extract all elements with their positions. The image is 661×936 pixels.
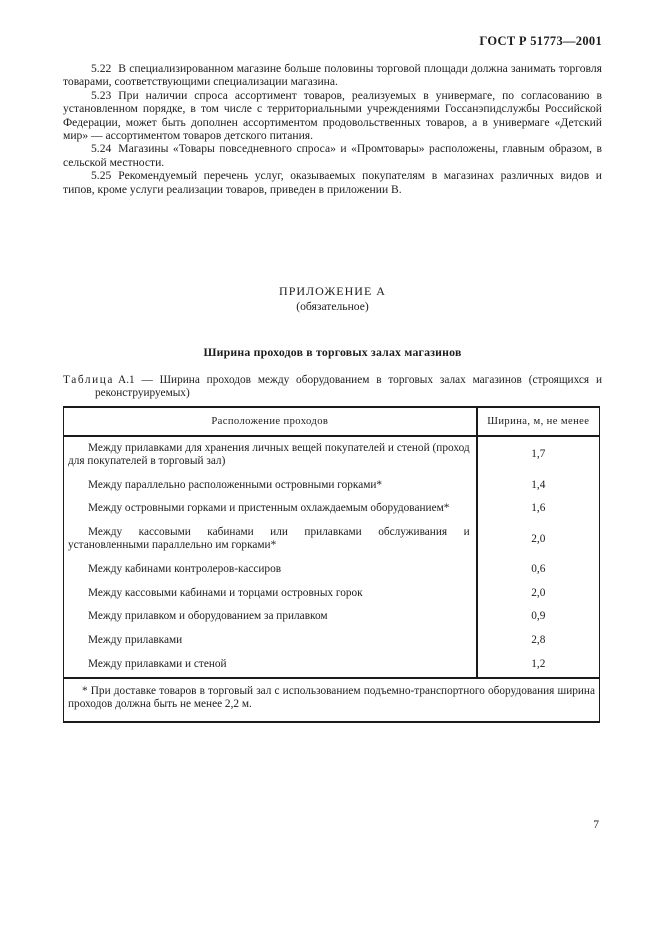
table-row: [64, 605, 600, 629]
table-caption-ref: А.1 —: [118, 374, 153, 386]
paragraph-5-24: [63, 142, 602, 169]
column-header-location: Расположение проходов: [64, 407, 477, 436]
appendix-label: ПРИЛОЖЕНИЕ А: [279, 284, 386, 298]
table-row: [64, 653, 600, 678]
paragraph-5-22: [63, 62, 602, 89]
appendix-note: (обязательное): [296, 300, 369, 313]
row-location: Между кассовыми кабинами и торцами островных горок: [88, 586, 363, 599]
paragraph-5-25: [63, 169, 602, 196]
row-width-value: 2,0: [531, 586, 546, 599]
row-width-value: 0,6: [531, 562, 546, 575]
row-width-value: 1,7: [531, 448, 546, 461]
row-width-value: 2,0: [531, 532, 546, 545]
row-location: Между параллельно расположенными островными горками*: [88, 478, 383, 491]
row-location: Между кабинами контролеров-кассиров: [88, 562, 282, 575]
paragraph-number: 5.24: [91, 142, 112, 156]
paragraph-number: 5.23: [91, 88, 112, 102]
row-location: Между островными горками и пристенным охлаждаемым оборудованием*: [88, 502, 450, 515]
table-row: [64, 629, 600, 653]
row-location: Между прилавками: [88, 634, 183, 647]
table-footnote: * При доставке товаров в торговый зал с использованием подъемно-транспортного оборудования ширина проходов должна быть не менее 2,2 м.: [68, 684, 595, 711]
paragraph-text: Магазины «Товары повседневного спроса» и «Промтовары» расположены, главным образом, в сельской местности.: [63, 142, 602, 169]
table-footnote-row: [64, 678, 600, 722]
paragraph-5-23: [63, 89, 602, 143]
row-width-value: 1,2: [531, 657, 546, 670]
table-row: [64, 521, 600, 558]
paragraph-number: 5.22: [91, 62, 112, 75]
table-row: [64, 474, 600, 498]
row-width-value: 0,9: [531, 610, 546, 623]
doc-code-header: ГОСТ Р 51773—2001: [479, 34, 602, 48]
table-caption-text: Ширина проходов между оборудованием в торговых залах магазинов (строящихся и реконструируемых): [95, 374, 602, 400]
paragraph-text: При наличии спроса ассортимент товаров, реализуемых в универмаге, по согласованию в установленном порядке, в том числе с территориальными учреждениями Госсанэпидслужбы Российской Федерации, может быть дополнен ассортиментом продовольственных товаров, а в универмаге «Детский мир» — ассортиментом товаров детского питания.: [63, 88, 602, 143]
table-row: [64, 558, 600, 582]
widths-table: [63, 406, 600, 723]
row-location: Между прилавками для хранения личных вещей покупателей и стеной (проход для покупателей в торговый зал): [68, 442, 470, 467]
row-width-value: 1,4: [531, 478, 546, 491]
body-text: [63, 62, 602, 196]
column-header-width: Ширина, м, не менее: [477, 407, 600, 436]
row-width-value: 2,8: [531, 634, 546, 647]
table-row: [64, 497, 600, 521]
section-title: Ширина проходов в торговых залах магазинов: [203, 345, 462, 359]
table-row: [64, 582, 600, 606]
row-location: Между прилавками и стеной: [88, 657, 227, 670]
page-number: 7: [593, 818, 599, 831]
paragraph-text: В специализированном магазине больше половины торговой площади должна занимать торговля товарами, соответствующими специализации магазина.: [63, 62, 602, 89]
row-location: Между прилавком и оборудованием за прилавком: [88, 610, 328, 623]
row-location: Между кассовыми кабинами или прилавками обслуживания и установленными параллельно им горками*: [68, 526, 470, 551]
table-header-row: [64, 407, 600, 436]
table-row: [64, 436, 600, 474]
appendix-heading: [63, 284, 602, 313]
paragraph-text: Рекомендуемый перечень услуг, оказываемых покупателям в магазинах различных видов и типов, кроме услуги реализации товаров, приведен в приложении В.: [63, 169, 602, 196]
table-caption-word: Таблица: [63, 374, 115, 386]
table-caption: [63, 374, 602, 400]
row-width-value: 1,6: [531, 502, 546, 515]
paragraph-number: 5.25: [91, 169, 112, 183]
